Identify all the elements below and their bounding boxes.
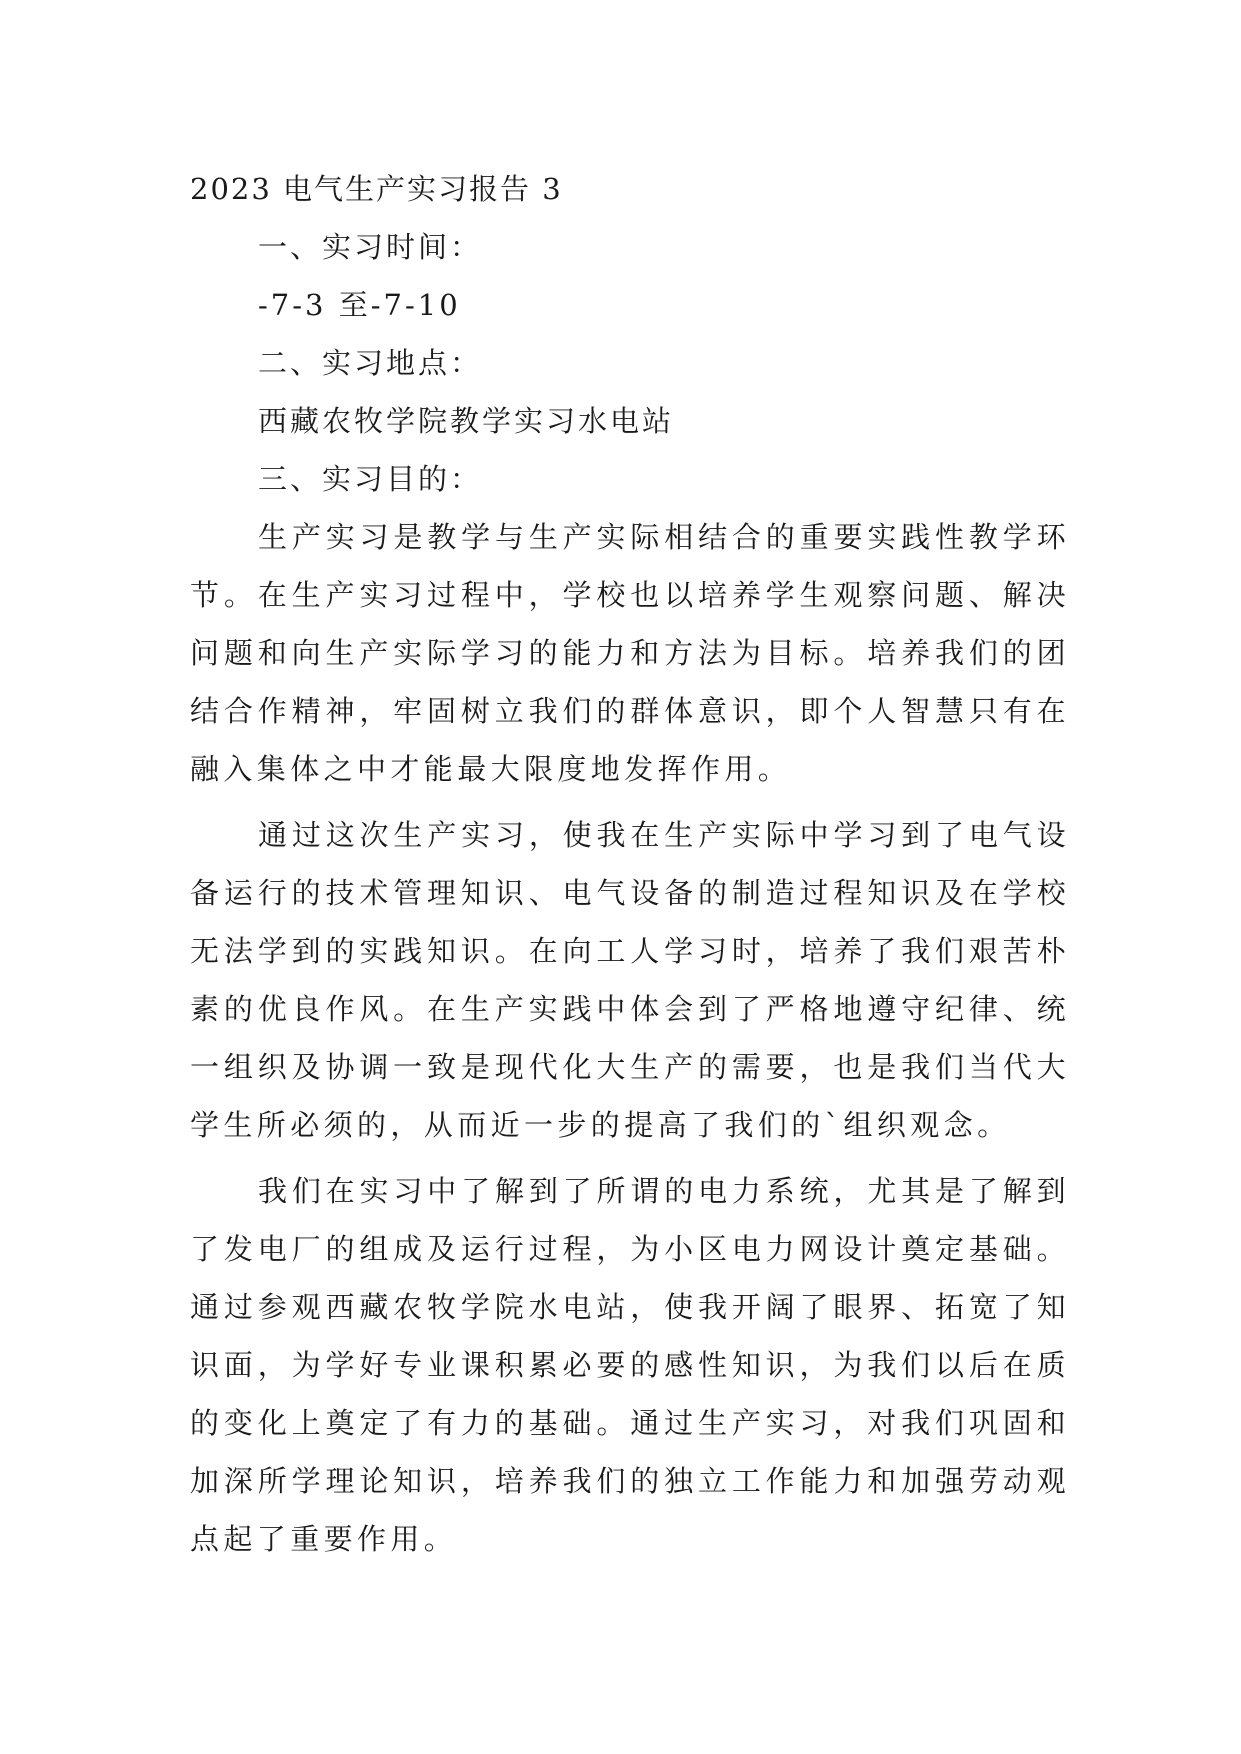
section-content-time: -7-3 至-7-10 (258, 288, 461, 322)
document-body (190, 160, 1070, 1568)
document-title: 2023 电气生产实习报告 3 (190, 172, 563, 206)
body-paragraph-2: 通过这次生产实习，使我在生产实际中学习到了电气设备运行的技术管理知识、电气设备的制造过程知识及在学校无法学到的实践知识。在向工人学习时，培养了我们艰苦朴素的优良作风。在生产实践中体会到了严格地遵守纪律、统一组织及协调一致是现代化大生产的需要，也是我们当代大学生所必须的，从而近一步的提高了我们的`组织观念。 (190, 818, 1070, 1142)
section-content-location: 西藏农牧学院教学实习水电站 (258, 404, 675, 438)
section-heading-time: 一、实习时间： (258, 230, 483, 264)
body-paragraph-3: 我们在实习中了解到了所谓的电力系统，尤其是了解到了发电厂的组成及运行过程，为小区电力网设计奠定基础。通过参观西藏农牧学院水电站，使我开阔了眼界、拓宽了知识面，为学好专业课积累必要的感性知识，为我们以后在质的变化上奠定了有力的基础。通过生产实习，对我们巩固和加深所学理论知识，培养我们的独立工作能力和加强劳动观点起了重要作用。 (190, 1174, 1070, 1556)
section-heading-purpose: 三、实习目的： (258, 462, 483, 496)
body-paragraph-1: 生产实习是教学与生产实际相结合的重要实践性教学环节。在生产实习过程中，学校也以培养学生观察问题、解决问题和向生产实际学习的能力和方法为目标。培养我们的团结合作精神，牢固树立我们的群体意识，即个人智慧只有在融入集体之中才能最大限度地发挥作用。 (190, 520, 1070, 786)
section-heading-location: 二、实习地点： (258, 346, 483, 380)
